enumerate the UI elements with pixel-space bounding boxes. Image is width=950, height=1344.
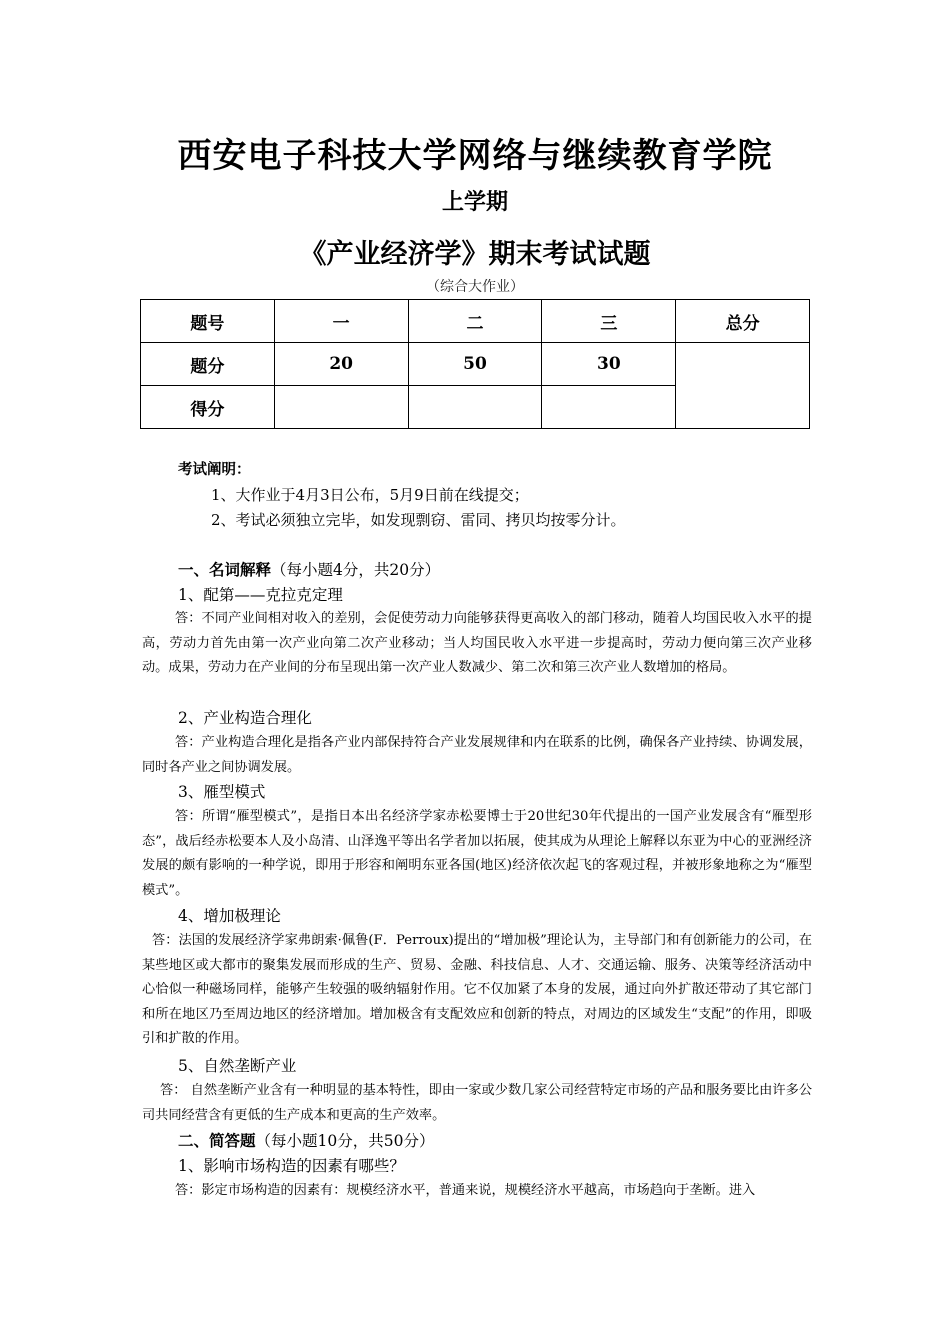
- section-heading: [178, 558, 440, 580]
- page-title: 西安电子科技大学网络与继续教育学院: [177, 136, 773, 176]
- section-title: 一、名词解释: [178, 560, 272, 579]
- instructions-heading: 考试阐明：: [178, 461, 251, 478]
- instruction-item: 1、大作业于4月3日公布，5月9日前在线提交；: [211, 486, 529, 504]
- table-cell: 二: [408, 300, 542, 343]
- question-title: 1、影响市场构造的因素有哪些？: [178, 1157, 405, 1175]
- section-score-note: （每小题10分，共50分）: [255, 1132, 435, 1150]
- table-cell: 三: [542, 300, 676, 343]
- answer-text: 答：影定市场构造的因素有：规模经济水平，普通来说，规模经济水平越高，市场趋向于垄断。进入: [175, 1183, 756, 1198]
- empty-score-cell: [274, 386, 408, 429]
- answer-text: 答：所谓“雁型模式”，是指日本出名经济学家赤松要博士于20世纪30年代提出的一国产业发展含有“雁型形态”，战后经赤松要本人及小岛清、山泽逸平等出名学者加以拓展，使其成为从理论上解释以东亚为中心的亚洲经济发展的颇有影响的一种学说，即用于形容和阐明东亚各国(地区)经济依次起飞的客观过程，并被形象地称之为“雁型模式”。: [142, 809, 812, 898]
- instruction-item: 2、考试必须独立完毕，如发现剽窃、雷同、拷贝均按零分计。: [211, 511, 626, 529]
- table-cell: 题号: [141, 300, 275, 343]
- table-cell: 30: [542, 343, 676, 386]
- question-title: 1、配第——克拉克定理: [178, 586, 343, 604]
- empty-score-cell: [408, 386, 542, 429]
- total-score-cell: [676, 343, 810, 429]
- semester-subtitle: 上学期: [441, 189, 508, 215]
- section-heading: [178, 1129, 434, 1151]
- table-cell: 一: [274, 300, 408, 343]
- question-title: 3、雁型模式: [178, 783, 266, 801]
- score-table-row: [141, 343, 810, 386]
- assignment-note: （综合大作业）: [426, 279, 524, 295]
- score-table-row: [141, 300, 810, 343]
- table-cell: 50: [408, 343, 542, 386]
- table-cell: 20: [274, 343, 408, 386]
- answer-text: 答：产业构造合理化是指各产业内部保持符合产业发展规律和内在联系的比例，确保各产业持续、协调发展，同时各产业之间协调发展。: [142, 735, 812, 775]
- table-cell: 得分: [141, 386, 275, 429]
- score-table: [140, 299, 810, 429]
- empty-score-cell: [542, 386, 676, 429]
- question-title: 4、增加极理论: [178, 907, 281, 925]
- exam-title: 《产业经济学》期末考试试题: [299, 239, 651, 270]
- section-title: 二、简答题: [178, 1131, 256, 1150]
- answer-text: 答：不同产业间相对收入的差别，会促使劳动力向能够获得更高收入的部门移动，随着人均国民收入水平的提高，劳动力首先由第一次产业向第二次产业移动；当人均国民收入水平进一步提高时，劳动力便向第三次产业移动。成果，劳动力在产业间的分布呈现出第一次产业人数减少、第二次和第三次产业人数增加的格局。: [142, 611, 812, 676]
- answer-text: 答： 自然垄断产业含有一种明显的基本特性，即由一家或少数几家公司经营特定市场的产品和服务要比由许多公司共同经营含有更低的生产成本和更高的生产效率。: [142, 1083, 812, 1123]
- section-score-note: （每小题4分，共20分）: [271, 561, 441, 579]
- answer-text: 答：法国的发展经济学家弗朗索·佩鲁(F．Perroux)提出的“增加极”理论认为，主导部门和有创新能力的公司，在某些地区或大都市的聚集发展而形成的生产、贸易、金融、科技信息、人才、交通运输、服务、决策等经济活动中心恰似一种磁场同样，能够产生较强的吸纳辐射作用。它不仅加紧了本身的发展，通过向外扩散还带动了其它部门和所在地区乃至周边地区的经济增加。增加极含有支配效应和创新的特点，对周边的区域发生“支配”的作用，即吸引和扩散的作用。: [142, 933, 812, 1047]
- question-title: 2、产业构造合理化: [178, 709, 312, 727]
- question-title: 5、自然垄断产业: [178, 1057, 297, 1075]
- table-cell: 题分: [141, 343, 275, 386]
- table-cell: 总分: [676, 300, 810, 343]
